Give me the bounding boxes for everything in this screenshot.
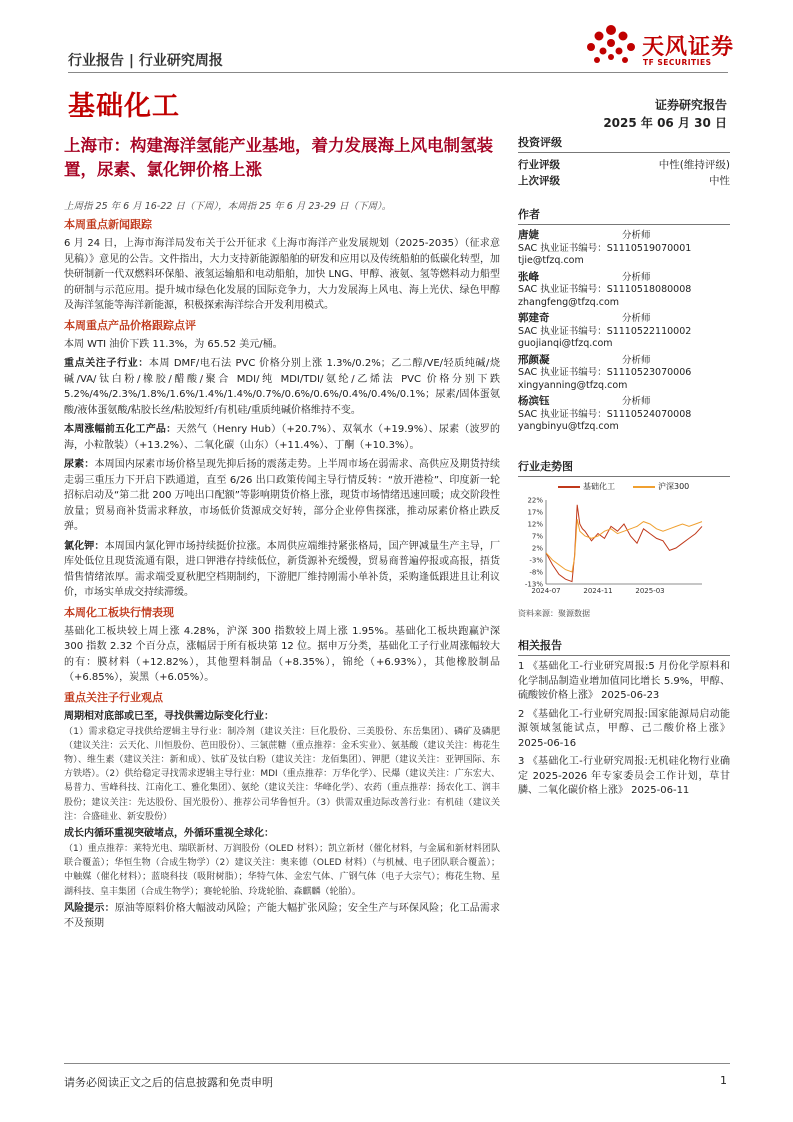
related-title: 相关报告	[518, 637, 730, 656]
related-report-item[interactable]: 2 《基础化工-行业研究周报:国家能源局启动能源领域氢能试点，甲醇、己二酸价格上涨》 2025-06-16	[518, 708, 730, 749]
kcl-body: 本周国内氯化钾市场持续挺价拉涨。本周供应端维持紧张格局，国产钾减量生产主导，厂库处低位且现货流通有限，进口钾港存持续低位，新货源补充缓慢，贸易商普遍停报或高报，捂货惜售情绪浓厚。需求端受夏秋肥空档期制约，下游肥厂维持刚需小单补货，采购逢低跟进且让利议价，市场实单成交持续滞缓。	[64, 540, 501, 598]
header-divider	[68, 72, 728, 73]
y-tick-label: 22%	[527, 496, 543, 505]
view-subheading-2: 成长内循环重视突破堵点，外循环重视全球化：	[64, 827, 274, 839]
y-tick-label: 12%	[527, 520, 543, 529]
legend-label: 沪深300	[658, 482, 690, 491]
rating-row	[518, 157, 730, 173]
lead-note: 上周指 25 年 6 月 16-22 日（下周），本周指 25 年 6 月 23-29 日（下周）。	[64, 201, 392, 212]
chart-legend	[558, 481, 730, 492]
gainers-body: 天然气（Henry Hub）（+20.7%）、双氧水（+19.9%）、尿素（波罗的海，小粒散装）（+13.2%）、二氧化碳（山东）（+11.4%）、丁酮（+10.3%）。	[64, 424, 501, 451]
analyst-entry	[518, 312, 730, 351]
analyst-title: 分析师	[622, 230, 651, 241]
footer-divider	[64, 1063, 730, 1064]
analyst-entry	[518, 271, 730, 310]
analyst-name: 邢颜凝	[518, 353, 550, 366]
report-type: 证券研究报告	[654, 98, 727, 112]
analyst-title: 分析师	[622, 271, 651, 283]
rating-value: 中性(维持评级)	[658, 159, 730, 171]
risk-paragraph	[64, 901, 500, 932]
news-body: 6 月 24 日，上海市海洋局发布关于公开征求《上海市海洋产业发展规划（2025-2035）（征求意见稿）》意见的公告。文件指出，大力支持新能源船舶的研发和应用以及传统船舶的低碳化转型，加快研制新一代双燃料环保船、液氢运输船和电动船舶，加快 LNG、甲醇、液氨、氢等燃料动力船型的研制与示范应用。提升城市绿色化发展的国际竞争力，大力发展海上风电、海上光伏、绿色甲醇及海洋氢能等海洋新能源，积极探索海洋综合开发利用模式。	[64, 238, 500, 311]
legend-item	[558, 481, 615, 492]
main-column	[64, 134, 500, 936]
focus-body: 本周 DMF/电石法 PVC 价格分别上涨 1.3%/0.2%；乙二醇/VE/轻质纯碱/烧碱/VA/钛白粉/橡胶/醋酸/聚合 MDI/纯 MDI/TDI/氨纶/乙烯法 PVC 价格分别下跌 5.2%/4%/2.3%/1.8%/1.6%/1.4%/1.4%/0.7%/0.6%/0.6%/0.4%/0.4%/0.1%；尿素/固体蛋氨酸/液体蛋氨酸/粘胶长丝/粘胶短纤/有机硅/重质纯碱价格维持不变。	[64, 358, 501, 416]
sector-title: 基础化工	[68, 91, 180, 122]
y-tick-label: 17%	[527, 508, 543, 517]
authors-box	[518, 206, 730, 437]
sector-body: 基础化工板块较上周上涨 4.28%，沪深 300 指数较上周上涨 1.95%。基础化工板块跑赢沪深 300 指数 2.32 个百分点，涨幅居于所有板块第 12 位。据申万分类，基础化工子行业周涨幅较大的有：膜材料（+12.82%），其他塑料制品（+8.35%），锦纶（+6.93%），其他橡胶制品（+6.85%），炭黑（+6.05%）。	[64, 625, 500, 683]
logo-text-en: TF SECURITIES	[643, 58, 712, 67]
x-tick-label: 2024-11	[583, 587, 613, 595]
rating-row	[518, 173, 730, 189]
analyst-email[interactable]: yangbinyu@tfzq.com	[518, 421, 619, 432]
analyst-email[interactable]: zhangfeng@tfzq.com	[518, 296, 620, 308]
trend-chart	[518, 492, 730, 602]
analyst-email[interactable]: xingyanning@tfzq.com	[518, 379, 628, 391]
related-box	[518, 637, 730, 803]
analyst-title: 分析师	[622, 354, 651, 366]
analyst-name: 杨滨钰	[518, 395, 550, 407]
y-tick-label: -13%	[524, 580, 543, 589]
y-tick-label: -3%	[529, 556, 543, 565]
view-section-title: 重点关注子行业观点	[64, 690, 163, 704]
risk-body: 原油等原料价格大幅波动风险；产能大幅扩张风险；安全生产与环保风险；化工品需求不及预期	[64, 902, 501, 930]
page-number: 1	[720, 1074, 727, 1087]
report-category: 行业报告 | 行业研究周报	[68, 53, 223, 69]
chart-source: 资料来源：聚源数据	[518, 609, 590, 618]
rating-box	[518, 134, 730, 189]
focus-label: 重点关注子行业：	[64, 358, 149, 369]
legend-swatch	[633, 486, 655, 488]
series-line-0	[546, 505, 702, 582]
analyst-title: 分析师	[622, 396, 651, 407]
x-tick-label: 2024-07	[531, 587, 561, 595]
x-tick-label: 2025-03	[635, 587, 665, 595]
urea-label: 尿素：	[64, 459, 95, 470]
view-body-2: （1）重点推荐：莱特光电、瑞联新材、万润股份（OLED 材料）；凯立新材（催化材料，与金属和新材料团队联合覆盖）；华恒生物（合成生物学）（2）建议关注：奥来德（OLED 材料）（与机械、电子团队联合覆盖）；中触媒（催化材料）；蓝晓科技（吸附树脂）；华特气体、金宏气体、广钢气体（电子大宗气）；梅花生物、星湖科技、皇丰集团（合成生物学）；赛轮轮胎、玲珑轮胎、森麒麟（轮胎）。	[64, 843, 500, 897]
related-report-item[interactable]: 1 《基础化工-行业研究周报:5 月份化学原料和化学制品制造业增加值同比增长 5.9%，甲醇、硫酸铵价格上涨》 2025-06-23	[518, 661, 730, 701]
gainers-label: 本周涨幅前五化工产品：	[64, 424, 177, 435]
view-subheading-1: 周期相对底部或已至，寻找供需边际变化行业：	[64, 710, 274, 722]
kcl-paragraph	[64, 539, 500, 601]
analyst-entry	[518, 395, 730, 434]
trend-title: 行业走势图	[518, 458, 730, 477]
news-section-title: 本周重点新闻跟踪	[64, 218, 152, 231]
legend-swatch	[558, 486, 580, 488]
analyst-email[interactable]: tjie@tfzq.com	[518, 255, 584, 266]
analyst-sac: SAC 执业证书编号：S1110519070001	[518, 242, 692, 254]
y-tick-label: 2%	[531, 544, 543, 553]
report-date: 2025 年 06 月 30 日	[603, 116, 727, 130]
trend-box	[518, 458, 730, 619]
logo-text: 天风证券	[642, 35, 735, 60]
oil-price-text: 本周 WTI 油价下跌 11.3%，为 65.52 美元/桶。	[64, 338, 283, 350]
y-tick-label: -8%	[529, 568, 543, 577]
rating-value: 中性	[709, 175, 730, 187]
view-body-1: （1）需求稳定寻找供给逻辑主导行业：制冷剂（建议关注：巨化股份、三美股份、东岳集团）、磷矿及磷肥（建议关注：云天化、川恒股份、芭田股份）、三氯蔗糖（重点推荐：金禾实业）、氨基酸（建议关注：梅花生物）、维生素（建议关注：新和成）、钛矿及钛白粉（建议关注：龙佰集团）、钾肥（建议关注：亚钾国际、东方铁塔）。（2）供给稳定寻找需求逻辑主导行业：MDI（重点推荐：万华化学）、民爆（建议关注：广东宏大、易普力、雪峰科技、江南化工、雅化集团）、氨纶（建议关注：华峰化学）、农药（重点推荐：扬农化工、润丰股份；建议关注：先达股份、国光股份）、推荐公司华鲁恒升。（3）供需双重边际改善行业：有机硅（建议关注：合盛硅业、新安股份）	[64, 726, 500, 822]
y-tick-label: 7%	[531, 532, 543, 541]
analyst-entry	[518, 354, 730, 393]
analyst-title: 分析师	[622, 313, 651, 324]
legend-label: 基础化工	[583, 482, 615, 491]
analyst-entry	[518, 229, 730, 268]
headline: 上海市：构建海洋氢能产业基地，着力发展海上风电制氢装置，尿素、氯化钾价格上涨	[64, 136, 493, 179]
analyst-sac: SAC 执业证书编号：S1110518080008	[518, 284, 692, 295]
sector-section-title: 本周化工板块行情表现	[64, 605, 174, 619]
urea-body: 本周国内尿素市场价格呈现先抑后扬的震荡走势。上半周市场在弱需求、高供应及期货持续走弱三重压力下开启下跌通道，直至 6/26 出口政策传闻主导行情反转：“放开港检”、印度新一轮招标启动及“第二批 200 万吨出口配额”等影响期货价格上涨，现货市场情绪迅速回暖；成交阶段性放量；贸易商补货需求释放，市场低价货源成交好转，部分企业停售探涨，推动尿素价格止跌反弹。	[64, 459, 501, 532]
tf-logo-icon	[583, 22, 639, 70]
legend-item	[633, 481, 689, 492]
rating-label: 上次评级	[518, 175, 560, 187]
analyst-sac: SAC 执业证书编号：S1110522110002	[518, 325, 692, 337]
disclaimer-note: 请务必阅读正文之后的信息披露和免责申明	[64, 1076, 273, 1089]
related-report-item[interactable]: 3 《基础化工-行业研究周报:无机硅化物行业确定 2025-2026 年专家委员会工作计划，草甘膦、二氧化碳价格上涨》 2025-06-11	[518, 756, 730, 796]
kcl-label: 氯化钾：	[64, 540, 105, 552]
rating-label: 行业评级	[518, 159, 560, 171]
analyst-sac: SAC 执业证书编号：S1110524070008	[518, 408, 692, 420]
rating-title: 投资评级	[518, 134, 730, 153]
analyst-name: 郭建奇	[518, 312, 550, 324]
urea-paragraph	[64, 457, 500, 535]
analyst-name: 张峰	[518, 270, 539, 283]
authors-title: 作者	[518, 206, 730, 225]
analyst-sac: SAC 执业证书编号：S1110523070006	[518, 367, 692, 378]
analyst-name: 唐婕	[518, 229, 539, 241]
analyst-email[interactable]: guojianqi@tfzq.com	[518, 338, 613, 349]
price-section-title: 本周重点产品价格跟踪点评	[64, 318, 196, 332]
gainers-paragraph	[64, 422, 500, 453]
focus-paragraph	[64, 356, 500, 418]
risk-label: 风险提示：	[64, 902, 115, 914]
